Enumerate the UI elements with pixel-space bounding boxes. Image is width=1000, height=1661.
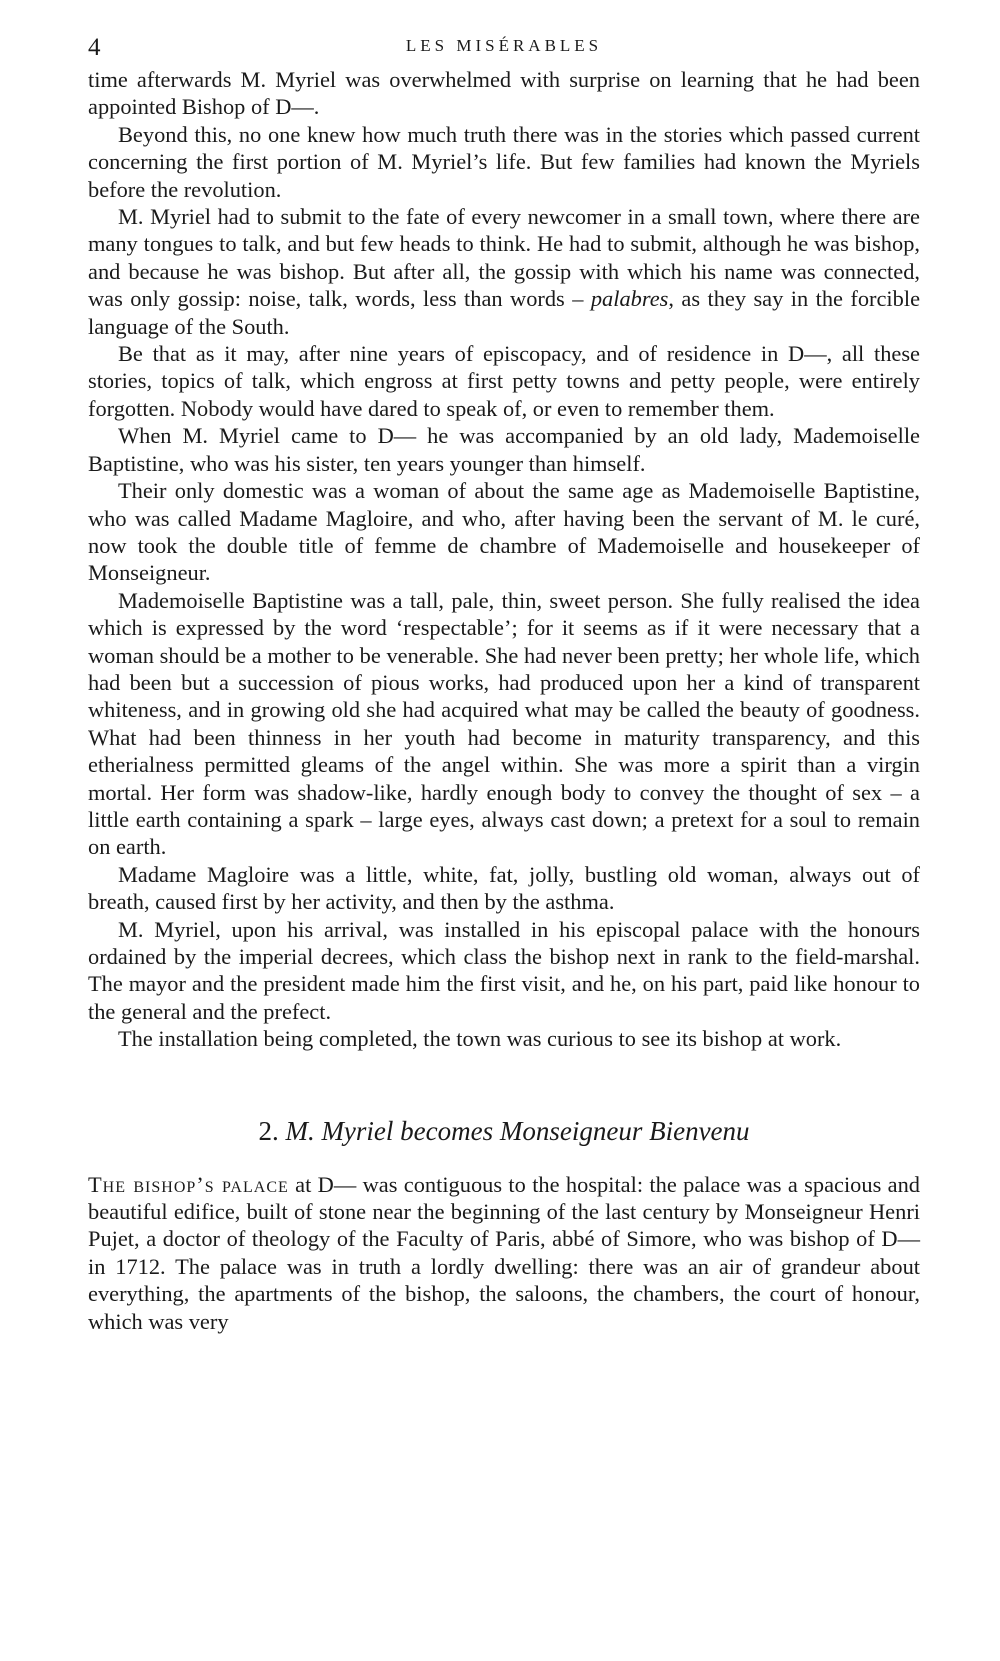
running-head <box>88 32 920 66</box>
paragraph: Madame Magloire was a little, white, fat, jolly, bustling old woman, always out of breath, caused first by her activity, and then by the asthma. <box>88 861 920 915</box>
paragraph: The installation being completed, the town was curious to see its bishop at work. <box>118 1026 842 1052</box>
body-text <box>88 66 920 1053</box>
paragraph <box>88 1171 920 1335</box>
book-page <box>88 32 920 1335</box>
paragraph: Their only domestic was a woman of about the same age as Mademoiselle Baptistine, who was called Madame Magloire, and who, after having been the servant of M. le curé, now took the double title of femme de chambre of Mademoiselle and housekeeper of Monseigneur. <box>88 478 920 586</box>
chapter-heading <box>88 1116 920 1147</box>
chapter-title: M. Myriel becomes Monseigneur Bienvenu <box>285 1115 750 1146</box>
paragraph: time afterwards M. Myriel was overwhelmed with surprise on learning that he had been appointed Bishop of D—. <box>88 67 920 120</box>
paragraph: M. Myriel, upon his arrival, was installed in his episcopal palace with the honours ordained by the imperial decrees, which class the bishop next in rank to the field-marshal. The mayor and the president made him the first visit, and he, on his part, paid like honour to the general and the prefect. <box>88 916 920 1024</box>
chapter-text <box>88 1171 920 1335</box>
paragraph-text: , as they say in the forcible language of the South. <box>88 286 921 339</box>
lead-in: The bishop’s palace <box>88 1171 289 1197</box>
paragraph-text: M. Myriel had to submit to the fate of every newcomer in a small town, where there are many tongues to talk, and but few heads to think. He had to submit, although he was bishop, and because he was bishop. But after all, the gossip with which his name was connected, was only gossip: noise, talk, words, less than words – <box>88 204 920 312</box>
paragraph <box>88 203 920 340</box>
paragraph: When M. Myriel came to D— he was accompanied by an old lady, Mademoiselle Baptistine, who was his sister, ten years younger than himself. <box>88 423 920 476</box>
paragraph: Be that as it may, after nine years of episcopacy, and of residence in D—, all these stories, topics of talk, which engross at first petty towns and petty people, were entirely forgotten. Nobody would have dared to speak of, or even to remember them. <box>88 341 920 421</box>
paragraph: Mademoiselle Baptistine was a tall, pale, thin, sweet person. She fully realised the idea which is expressed by the word ‘respectable’; for it seems as if it were necessary that a woman should be a mother to be venerable. She had never been pretty; her whole life, which had been but a succession of pious works, had produced upon her a kind of transparent whiteness, and in growing old she had acquired what may be called the beauty of goodness. What had been thinness in her youth had become in maturity transparency, and this etherialness permitted gleams of the angel within. She was more a spirit than a virgin mortal. Her form was shadow-like, hardly enough body to convey the thought of sex – a little earth containing a spark – large eyes, always cast down; a pretext for a soul to remain on earth. <box>88 587 920 860</box>
chapter-number: 2. <box>258 1115 279 1146</box>
italic-word: palabres <box>590 286 669 312</box>
paragraph: Beyond this, no one knew how much truth there was in the stories which passed current concerning the first portion of M. Myriel’s life. But few families had known the Myriels before the revolution. <box>88 121 920 202</box>
paragraph-text: at D— was contiguous to the hospital: the palace was a spacious and beautiful edifice, built of stone near the beginning of the last century by Monseigneur Henri Pujet, a doctor of theology of the Faculty of Paris, abbé of Simore, who was bishop of D— in 1712. The palace was in truth a lordly dwelling: there was an air of grandeur about everything, the apartments of the bishop, the saloons, the chambers, the court of honour, which was very <box>88 1171 920 1334</box>
page-number: 4 <box>88 34 101 61</box>
running-title: LES MISÉRABLES <box>405 36 603 55</box>
